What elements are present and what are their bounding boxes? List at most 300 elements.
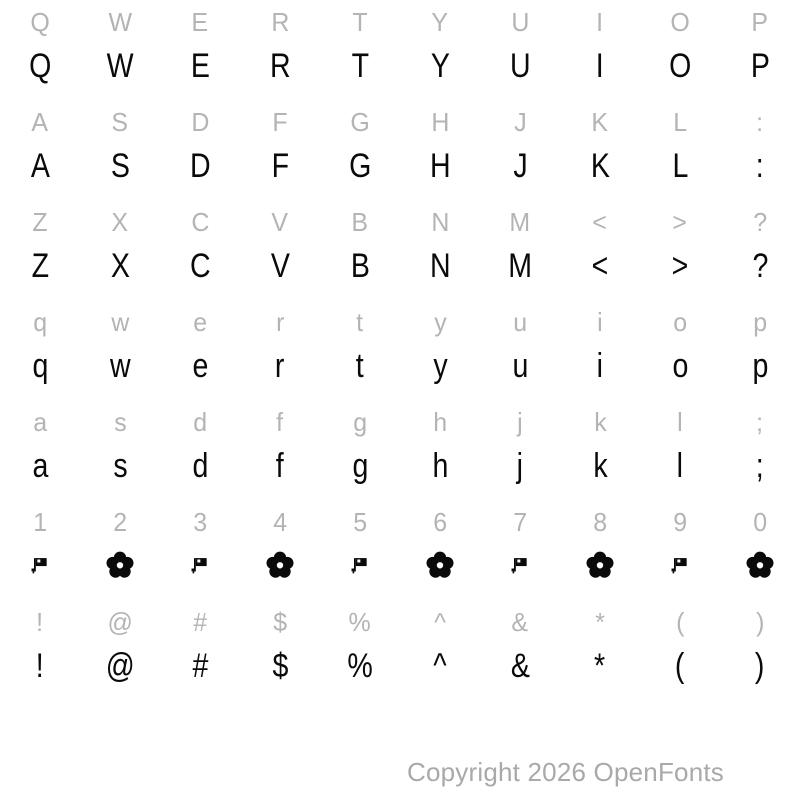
reference-char-glyph: r <box>275 307 285 337</box>
reference-char-glyph: p <box>753 307 767 337</box>
preview-char <box>640 647 720 700</box>
preview-row <box>0 550 800 600</box>
preview-char <box>240 447 320 500</box>
reference-char <box>720 400 800 450</box>
preview-char-glyph: Q <box>28 47 52 85</box>
character-pair-block <box>0 100 800 200</box>
reference-row <box>0 600 800 650</box>
reference-char <box>560 500 640 550</box>
reference-char <box>80 500 160 550</box>
reference-char <box>320 200 400 250</box>
preview-char-glyph: h <box>432 447 448 485</box>
preview-char-glyph: B <box>350 247 370 285</box>
preview-char-glyph: L <box>672 147 688 185</box>
flower-icon <box>585 551 615 581</box>
character-pair-block <box>0 300 800 400</box>
preview-char-glyph: $ <box>272 647 288 685</box>
character-pair-block <box>0 400 800 500</box>
reference-char-glyph: 5 <box>353 507 367 537</box>
reference-char <box>400 0 480 50</box>
preview-char-glyph: s <box>112 447 128 485</box>
preview-char-glyph: e <box>192 347 208 385</box>
reference-char <box>720 100 800 150</box>
reference-char-glyph: S <box>111 107 129 137</box>
reference-char <box>0 600 80 650</box>
preview-char-glyph: D <box>189 147 211 185</box>
character-pair-block <box>0 600 800 700</box>
preview-char <box>400 247 480 300</box>
footer <box>407 757 724 788</box>
reference-char <box>640 100 720 150</box>
character-pair-block <box>0 500 800 600</box>
preview-char <box>400 347 480 400</box>
preview-row <box>0 347 800 400</box>
preview-char <box>160 647 240 700</box>
reference-char <box>400 100 480 150</box>
reference-char <box>400 300 480 350</box>
preview-char-glyph: u <box>512 347 528 385</box>
reference-char-glyph: ? <box>753 207 767 237</box>
character-pair-block <box>0 200 800 300</box>
reference-char-glyph: O <box>670 7 690 37</box>
flag-icon <box>30 554 50 578</box>
preview-char-glyph: k <box>592 447 608 485</box>
reference-char-glyph: L <box>673 107 687 137</box>
preview-char <box>320 447 400 500</box>
reference-char <box>80 400 160 450</box>
reference-char-glyph: D <box>190 107 210 137</box>
preview-char-glyph: ; <box>756 447 764 485</box>
reference-char-glyph: 6 <box>433 507 447 537</box>
reference-char <box>240 100 320 150</box>
reference-char <box>320 600 400 650</box>
reference-char <box>80 200 160 250</box>
preview-char-glyph: G <box>348 147 372 185</box>
reference-char-glyph: W <box>108 7 132 37</box>
preview-char-glyph: a <box>32 447 48 485</box>
flower-icon <box>105 551 135 581</box>
preview-char-glyph: ( <box>675 647 685 685</box>
reference-char-glyph: 0 <box>753 507 767 537</box>
preview-char <box>560 447 640 500</box>
preview-char <box>560 147 640 200</box>
reference-char-glyph: M <box>509 207 531 237</box>
reference-char-glyph: : <box>756 107 764 137</box>
preview-char <box>0 347 80 400</box>
reference-char <box>320 500 400 550</box>
reference-char <box>160 300 240 350</box>
preview-char-glyph: p <box>752 347 768 385</box>
reference-char <box>480 500 560 550</box>
preview-char-glyph: K <box>590 147 610 185</box>
preview-char-glyph: ! <box>36 647 44 685</box>
preview-char <box>240 347 320 400</box>
preview-char-glyph: N <box>429 247 451 285</box>
preview-char <box>720 147 800 200</box>
reference-char-glyph: i <box>597 307 603 337</box>
preview-char-glyph: X <box>110 247 130 285</box>
reference-char <box>0 500 80 550</box>
preview-char <box>560 347 640 400</box>
preview-char <box>240 147 320 200</box>
preview-char <box>640 247 720 300</box>
reference-char <box>80 600 160 650</box>
preview-char <box>640 347 720 400</box>
reference-char-glyph: H <box>430 107 450 137</box>
reference-char-glyph: 4 <box>273 507 287 537</box>
preview-char-glyph: : <box>756 147 764 185</box>
reference-char <box>720 200 800 250</box>
reference-char-glyph: V <box>271 207 289 237</box>
reference-char-glyph: s <box>113 407 127 437</box>
reference-char-glyph: g <box>353 407 367 437</box>
preview-char <box>480 347 560 400</box>
preview-char <box>160 347 240 400</box>
preview-char-glyph: & <box>510 647 530 685</box>
preview-char <box>720 247 800 300</box>
preview-char <box>560 647 640 700</box>
reference-char <box>720 600 800 650</box>
preview-char-glyph: q <box>32 347 48 385</box>
reference-char-glyph: l <box>677 407 683 437</box>
reference-char <box>480 200 560 250</box>
reference-char <box>480 0 560 50</box>
preview-char <box>0 647 80 700</box>
preview-char-glyph: g <box>352 447 368 485</box>
reference-char-glyph: E <box>191 7 209 37</box>
reference-char-glyph: ; <box>756 407 764 437</box>
reference-char <box>80 0 160 50</box>
preview-char <box>240 47 320 100</box>
reference-char-glyph: w <box>110 307 130 337</box>
preview-char <box>0 147 80 200</box>
reference-char <box>80 300 160 350</box>
flower-icon <box>425 551 455 581</box>
preview-char <box>0 247 80 300</box>
reference-char-glyph: d <box>193 407 207 437</box>
reference-char <box>640 0 720 50</box>
reference-char-glyph: T <box>352 7 368 37</box>
reference-char-glyph: 7 <box>513 507 527 537</box>
preview-char-glyph: I <box>596 47 604 85</box>
preview-row <box>0 147 800 200</box>
reference-char <box>0 0 80 50</box>
preview-char <box>480 147 560 200</box>
preview-char <box>560 47 640 100</box>
reference-char-glyph: I <box>596 7 604 37</box>
reference-char-glyph: C <box>190 207 210 237</box>
reference-char-glyph: > <box>672 207 688 237</box>
preview-char <box>400 647 480 700</box>
reference-char-glyph: * <box>595 607 605 637</box>
preview-char-glyph: d <box>192 447 208 485</box>
reference-char-glyph: q <box>33 307 47 337</box>
flag-icon <box>160 550 240 600</box>
reference-char <box>80 100 160 150</box>
reference-char-glyph: ^ <box>434 607 446 637</box>
reference-char <box>160 0 240 50</box>
reference-char <box>240 500 320 550</box>
reference-row <box>0 0 800 50</box>
reference-char-glyph: f <box>276 407 284 437</box>
preview-char-glyph: @ <box>105 647 135 685</box>
reference-char <box>560 200 640 250</box>
preview-char <box>640 47 720 100</box>
preview-char <box>0 47 80 100</box>
reference-char <box>240 300 320 350</box>
preview-char-glyph: * <box>594 647 606 685</box>
preview-char-glyph: C <box>189 247 211 285</box>
preview-char-glyph: o <box>672 347 688 385</box>
preview-row <box>0 447 800 500</box>
reference-row <box>0 500 800 550</box>
reference-char <box>560 400 640 450</box>
character-pair-block <box>0 0 800 100</box>
preview-char-glyph: ? <box>752 247 768 285</box>
preview-char-glyph: T <box>351 47 369 85</box>
reference-char-glyph: J <box>513 107 527 137</box>
preview-char-glyph: V <box>270 247 290 285</box>
preview-char <box>480 447 560 500</box>
reference-char <box>560 300 640 350</box>
reference-char <box>240 600 320 650</box>
flower-icon <box>745 551 775 581</box>
preview-row <box>0 647 800 700</box>
reference-char-glyph: ) <box>755 607 765 637</box>
reference-char-glyph: j <box>517 407 523 437</box>
reference-char <box>560 600 640 650</box>
preview-char-glyph: U <box>509 47 531 85</box>
reference-char-glyph: e <box>193 307 207 337</box>
preview-char <box>80 447 160 500</box>
reference-char-glyph: # <box>193 607 207 637</box>
preview-char <box>320 147 400 200</box>
preview-char-glyph: F <box>271 147 289 185</box>
preview-char-glyph: t <box>356 347 364 385</box>
reference-char <box>160 200 240 250</box>
preview-char-glyph: % <box>347 647 373 685</box>
preview-char <box>240 647 320 700</box>
reference-char <box>400 400 480 450</box>
preview-char-glyph: Z <box>31 247 49 285</box>
reference-char <box>160 100 240 150</box>
reference-char-glyph: a <box>33 407 47 437</box>
preview-char-glyph: S <box>110 147 130 185</box>
preview-char-glyph: r <box>275 347 285 385</box>
reference-char <box>0 400 80 450</box>
preview-char <box>400 447 480 500</box>
reference-char <box>640 300 720 350</box>
reference-char-glyph: R <box>270 7 290 37</box>
reference-char <box>400 500 480 550</box>
reference-char-glyph: t <box>356 307 364 337</box>
preview-char-glyph: l <box>676 447 684 485</box>
preview-char <box>0 447 80 500</box>
reference-char <box>640 500 720 550</box>
preview-char <box>80 247 160 300</box>
reference-char <box>480 300 560 350</box>
flag-icon <box>640 550 720 600</box>
preview-char-glyph: R <box>269 47 291 85</box>
reference-char-glyph: 2 <box>113 507 127 537</box>
reference-char-glyph: A <box>31 107 49 137</box>
preview-char-glyph: Y <box>430 47 450 85</box>
preview-char <box>720 347 800 400</box>
flag-icon <box>0 550 80 600</box>
reference-char-glyph: N <box>430 207 450 237</box>
reference-char-glyph: Q <box>30 7 50 37</box>
flower-icon <box>560 550 640 600</box>
flag-icon <box>320 550 400 600</box>
preview-char <box>80 647 160 700</box>
reference-char <box>640 400 720 450</box>
preview-char <box>640 147 720 200</box>
preview-char-glyph: O <box>668 47 692 85</box>
reference-char <box>640 200 720 250</box>
preview-char <box>160 47 240 100</box>
preview-char <box>480 247 560 300</box>
preview-char <box>560 247 640 300</box>
preview-char <box>160 247 240 300</box>
reference-char-glyph: P <box>751 7 769 37</box>
reference-char-glyph: 8 <box>593 507 607 537</box>
preview-char-glyph: f <box>276 447 284 485</box>
preview-char <box>80 47 160 100</box>
reference-char-glyph: U <box>510 7 530 37</box>
preview-char <box>720 647 800 700</box>
reference-char-glyph: Y <box>431 7 449 37</box>
reference-char-glyph: F <box>272 107 288 137</box>
preview-char <box>320 347 400 400</box>
reference-char <box>720 300 800 350</box>
reference-char <box>400 600 480 650</box>
reference-char-glyph: k <box>593 407 607 437</box>
reference-row <box>0 200 800 250</box>
preview-char-glyph: W <box>106 47 134 85</box>
reference-char-glyph: $ <box>273 607 287 637</box>
preview-char-glyph: > <box>671 247 689 285</box>
reference-char-glyph: X <box>111 207 129 237</box>
preview-char-glyph: i <box>596 347 604 385</box>
reference-char <box>0 100 80 150</box>
reference-char-glyph: @ <box>107 607 133 637</box>
preview-char <box>400 47 480 100</box>
preview-char <box>80 147 160 200</box>
preview-char <box>720 447 800 500</box>
preview-row <box>0 47 800 100</box>
flag-icon <box>510 554 530 578</box>
reference-char <box>320 400 400 450</box>
preview-char <box>320 647 400 700</box>
reference-char <box>160 600 240 650</box>
preview-char <box>320 247 400 300</box>
preview-char-glyph: w <box>109 347 131 385</box>
preview-char <box>640 447 720 500</box>
preview-char <box>720 47 800 100</box>
preview-char-glyph: M <box>508 247 532 285</box>
reference-row <box>0 300 800 350</box>
preview-char <box>240 247 320 300</box>
preview-row <box>0 247 800 300</box>
reference-char <box>160 500 240 550</box>
reference-row <box>0 400 800 450</box>
reference-char <box>240 0 320 50</box>
flower-icon <box>80 550 160 600</box>
preview-char-glyph: P <box>750 47 770 85</box>
flower-icon <box>240 550 320 600</box>
reference-char-glyph: y <box>433 307 447 337</box>
reference-char-glyph: ! <box>36 607 44 637</box>
flag-icon <box>480 550 560 600</box>
reference-char <box>640 600 720 650</box>
reference-char <box>480 600 560 650</box>
preview-char-glyph: E <box>190 47 210 85</box>
reference-char <box>0 200 80 250</box>
flag-icon <box>350 554 370 578</box>
copyright-text: Copyright 2026 OpenFonts <box>407 757 724 787</box>
preview-char-glyph: < <box>591 247 609 285</box>
reference-char <box>320 100 400 150</box>
preview-char-glyph: j <box>516 447 524 485</box>
preview-char <box>160 447 240 500</box>
reference-char <box>560 0 640 50</box>
preview-char-glyph: A <box>30 147 50 185</box>
reference-char-glyph: G <box>350 107 370 137</box>
preview-char <box>480 647 560 700</box>
reference-char <box>400 200 480 250</box>
preview-char <box>80 347 160 400</box>
reference-char <box>0 300 80 350</box>
reference-char-glyph: 3 <box>193 507 207 537</box>
reference-char <box>480 100 560 150</box>
reference-char-glyph: ( <box>675 607 685 637</box>
reference-char <box>320 300 400 350</box>
preview-char <box>480 47 560 100</box>
reference-char-glyph: o <box>673 307 687 337</box>
reference-char-glyph: K <box>591 107 609 137</box>
reference-char <box>720 500 800 550</box>
flower-icon <box>265 551 295 581</box>
reference-row <box>0 100 800 150</box>
reference-char <box>160 400 240 450</box>
reference-char-glyph: % <box>348 607 372 637</box>
reference-char-glyph: B <box>351 207 369 237</box>
reference-char-glyph: & <box>511 607 529 637</box>
reference-char-glyph: 1 <box>33 507 47 537</box>
reference-char <box>480 400 560 450</box>
flag-icon <box>190 554 210 578</box>
preview-char-glyph: H <box>429 147 451 185</box>
flower-icon <box>720 550 800 600</box>
preview-char-glyph: y <box>432 347 448 385</box>
flag-icon <box>670 554 690 578</box>
preview-char <box>320 47 400 100</box>
reference-char-glyph: < <box>592 207 608 237</box>
reference-char-glyph: Z <box>32 207 48 237</box>
reference-char <box>240 200 320 250</box>
preview-char-glyph: ^ <box>433 647 447 685</box>
reference-char <box>720 0 800 50</box>
preview-char-glyph: ) <box>755 647 765 685</box>
preview-char <box>400 147 480 200</box>
preview-char-glyph: J <box>512 147 528 185</box>
reference-char <box>560 100 640 150</box>
flower-icon <box>400 550 480 600</box>
preview-char-glyph: # <box>192 647 208 685</box>
reference-char-glyph: 9 <box>673 507 687 537</box>
reference-char-glyph: h <box>433 407 447 437</box>
reference-char-glyph: u <box>513 307 527 337</box>
